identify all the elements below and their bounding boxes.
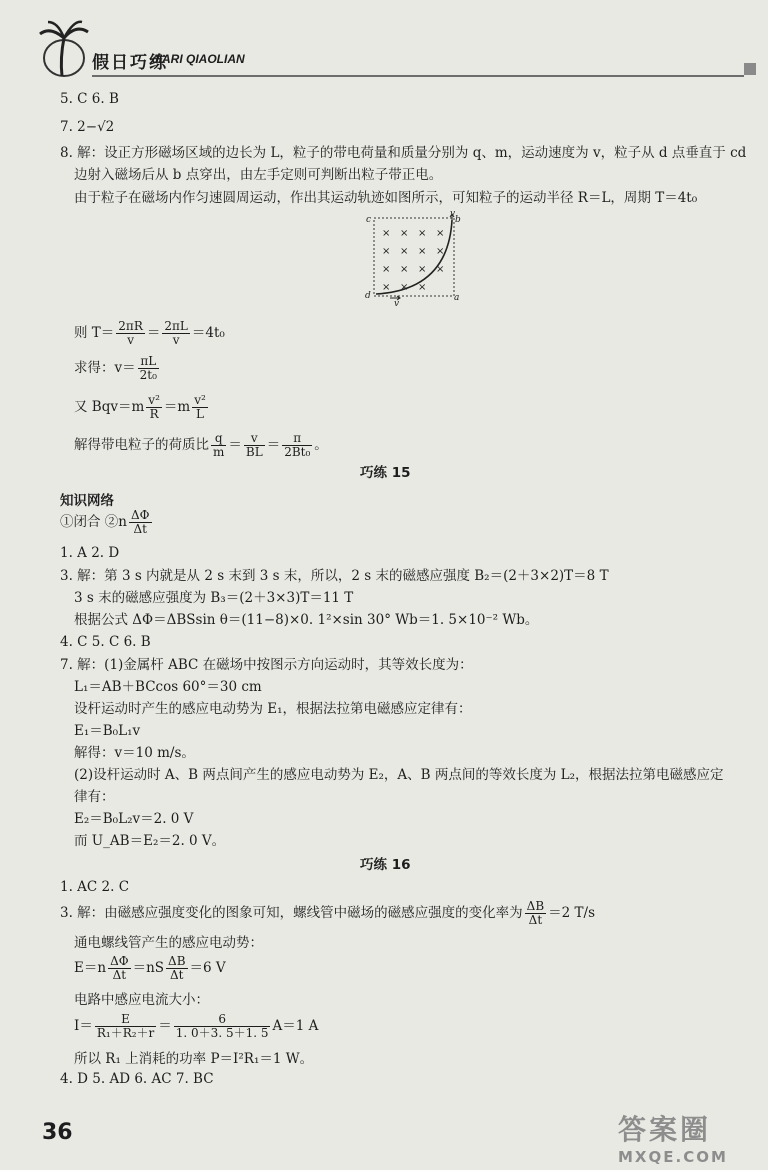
label-d: d bbox=[365, 291, 371, 301]
field-cross: × bbox=[382, 246, 391, 257]
equation-charge-mass: 解得带电粒子的荷质比 $\frac{q}{m}$ ＝ $\frac{v}{BL}$ ＝ $\frac{\pi}{\text{2Bt₀}}$ 。 bbox=[74, 431, 328, 459]
watermark-main: 答案圈 bbox=[618, 1113, 712, 1146]
answer-line: 7. 解：(1)金属杆 ABC 在磁场中按图示方向运动时，其等效长度为： bbox=[60, 657, 473, 673]
answer-line: 3. 解：第 3 s 内就是从 2 s 末到 3 s 末，所以，2 s 末的磁感应强度 B₂＝(2＋3×2)T＝8 T bbox=[60, 568, 609, 584]
answer-line: E₁＝B₀L₁v bbox=[74, 723, 141, 739]
answer-line: 由于粒子在磁场内作匀速圆周运动，作出其运动轨迹如图所示，可知粒子的运动半径 R＝L，周期 T＝4t₀ bbox=[74, 190, 698, 206]
palm-tree-icon bbox=[36, 18, 92, 78]
answer-line: 设杆运动时产生的感应电动势为 E₁，根据法拉第电磁感应定律有： bbox=[74, 701, 472, 717]
field-cross: × bbox=[418, 228, 427, 239]
header-title-cn: 假日巧练 bbox=[92, 53, 168, 73]
header-rule bbox=[92, 75, 744, 77]
answer-line: 通电螺线管产生的感应电动势： bbox=[74, 935, 263, 951]
answer-line: 3. 解：由磁感应强度变化的图象可知，螺线管中磁场的磁感应强度的变化率为 $\frac{\Delta B}{\Delta t}$ ＝2 T/s bbox=[60, 899, 596, 927]
equation-emf: E＝n $\frac{\Delta\Phi}{\Delta t}$ ＝nS $\frac{\Delta B}{\Delta t}$ ＝6 V bbox=[74, 954, 226, 982]
answer-line: L₁＝AB＋BCcos 60°＝30 cm bbox=[74, 679, 262, 695]
answer-line: 5. C 6. B bbox=[60, 91, 119, 107]
page-number: 36 bbox=[42, 1120, 73, 1145]
answer-line: 1. A 2. D bbox=[60, 545, 120, 561]
field-cross: × bbox=[418, 264, 427, 275]
label-v-top: v bbox=[450, 210, 456, 219]
equation-velocity: 求得：v＝ $\frac{\pi L}{\text{2t₀}}$ bbox=[74, 354, 157, 382]
field-cross: × bbox=[382, 264, 391, 275]
answer-line: 3 s 末的磁感应强度为 B₃＝(2＋3×3)T＝11 T bbox=[74, 590, 354, 606]
answer-line: 而 U_AB＝E₂＝2. 0 V。 bbox=[74, 833, 226, 849]
field-cross: × bbox=[436, 264, 445, 275]
section-title-15: 巧练 15 bbox=[360, 465, 411, 481]
field-cross: × bbox=[382, 282, 391, 293]
answer-line: 根据公式 ΔΦ＝ΔBSsin θ＝(11−8)×0. 1²×sin 30° Wb＝1. 5×10⁻² Wb。 bbox=[74, 612, 539, 628]
field-cross: × bbox=[400, 246, 409, 257]
field-cross: × bbox=[436, 228, 445, 239]
header-title-en: JIARI QIAOLIAN bbox=[152, 52, 245, 66]
field-cross: × bbox=[418, 282, 427, 293]
watermark-sub: MXQE.COM bbox=[618, 1148, 728, 1166]
field-cross: × bbox=[400, 282, 409, 293]
field-cross: × bbox=[436, 246, 445, 257]
answer-line: 1. AC 2. C bbox=[60, 879, 130, 895]
answer-line: 解得：v＝10 m/s。 bbox=[74, 745, 195, 761]
label-v-bottom: v bbox=[394, 299, 400, 309]
answer-line: 电路中感应电流大小： bbox=[74, 992, 209, 1008]
subsection-title: 知识网络 bbox=[60, 493, 114, 509]
section-title-16: 巧练 16 bbox=[360, 857, 411, 873]
field-cross: × bbox=[382, 228, 391, 239]
field-cross: × bbox=[418, 246, 427, 257]
header-square-icon bbox=[744, 63, 756, 75]
answer-line: 7. 2−√2 bbox=[60, 119, 115, 135]
answer-line: 8. 解：设正方形磁场区域的边长为 L，粒子的带电荷量和质量分别为 q、m，运动速度为 v，粒子从 d 点垂直于 cd bbox=[60, 145, 747, 161]
equation-period: 则 T＝ $\frac{2\pi R}{v}$ ＝ $\frac{2\pi L}{v}$ ＝4t₀ bbox=[74, 319, 225, 347]
answer-line: 律有： bbox=[74, 789, 115, 805]
header bbox=[36, 18, 760, 80]
label-c: c bbox=[366, 215, 372, 225]
knowledge-answers: ①闭合 ②n $\frac{\Delta\Phi}{\Delta t}$ bbox=[60, 508, 150, 536]
answer-line: 4. D 5. AD 6. AC 7. BC bbox=[60, 1071, 214, 1087]
watermark-logo bbox=[618, 1108, 728, 1166]
field-cross: × bbox=[400, 264, 409, 275]
answer-line: E₂＝B₀L₂v＝2. 0 V bbox=[74, 811, 194, 827]
label-a: a bbox=[454, 293, 460, 303]
field-cross: × bbox=[400, 228, 409, 239]
answer-line: 4. C 5. C 6. B bbox=[60, 634, 151, 650]
answer-line: 所以 R₁ 上消耗的功率 P＝I²R₁＝1 W。 bbox=[74, 1051, 314, 1067]
magnetic-field-diagram bbox=[362, 210, 462, 310]
answer-line: (2)设杆运动时 A、B 两点间产生的感应电动势为 E₂，A、B 两点间的等效长度为 L₂，根据法拉第电磁感应定 bbox=[74, 767, 724, 783]
answer-line: 边射入磁场后从 b 点穿出，由左手定则可判断出粒子带正电。 bbox=[74, 167, 443, 183]
equation-force: 又 Bqv＝m $\frac{\text{v²}}{R}$ ＝m $\frac{\text{v²}}{L}$ bbox=[74, 393, 206, 421]
label-b: b bbox=[455, 215, 461, 225]
equation-current: I＝ $\frac{E}{\text{R₁＋R₂＋r}}$ ＝ $\frac{6}{1. 0+3. 5+1. 5}$ A＝1 A bbox=[74, 1012, 319, 1040]
